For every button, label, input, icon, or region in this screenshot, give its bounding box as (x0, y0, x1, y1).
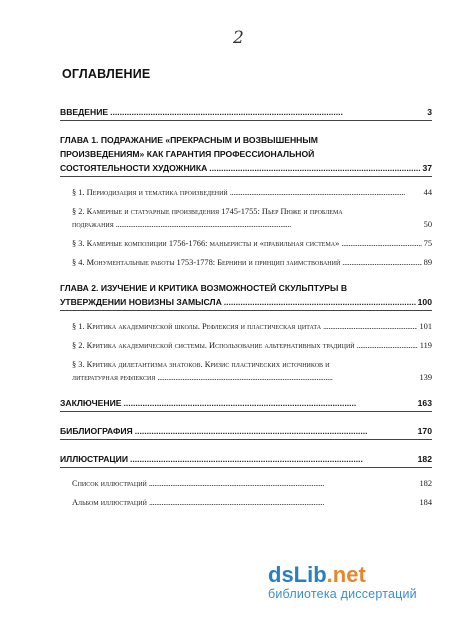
toc-entry-text-line: ГЛАВА 2. ИЗУЧЕНИЕ И КРИТИКА ВОЗМОЖНОСТЕЙ СКУЛЬПТУРЫ В (60, 283, 348, 293)
toc-spacer (60, 440, 432, 452)
toc-section-entry[interactable] (60, 496, 432, 509)
dslib-logo: dsLib.net (268, 562, 366, 587)
toc-section-entry[interactable] (60, 477, 432, 490)
toc-leader-dots (209, 161, 420, 175)
toc-entry-text-line: § 3. Камерные композиции 1756-1766: маньеристы и «правильная система» (72, 239, 340, 248)
chapter-underline (60, 120, 432, 121)
toc-leader-dots (224, 295, 416, 309)
toc-entry-last-line (72, 477, 432, 490)
toc-entry-last-line (72, 320, 432, 333)
toc-entry-text-line: § 1. Периодизация и тематика произведений (72, 188, 228, 197)
toc-spacer (60, 269, 432, 281)
table-of-contents (60, 105, 432, 509)
toc-section-entry[interactable] (60, 339, 432, 352)
toc-leader-dots (124, 396, 416, 410)
toc-entry-last-line (60, 452, 432, 466)
toc-leader-dots (323, 320, 417, 333)
toc-spacer (60, 177, 432, 186)
toc-page-number: 50 (423, 220, 432, 229)
toc-leader-dots (230, 186, 422, 199)
toc-page-number: 75 (423, 239, 432, 248)
chapter-underline (60, 439, 432, 440)
handwritten-page-number: 2 (233, 28, 244, 48)
toc-page-number: 119 (419, 341, 432, 350)
toc-entry-last-line (60, 396, 432, 410)
toc-entry-last-line (72, 256, 432, 269)
toc-page-number: 37 (422, 163, 432, 173)
toc-page-number: 170 (417, 426, 432, 436)
toc-section-entry[interactable] (60, 256, 432, 269)
toc-entry-last-line (60, 105, 432, 119)
toc-chapter-entry[interactable] (60, 452, 432, 468)
toc-spacer (60, 311, 432, 320)
chapter-underline (60, 467, 432, 468)
toc-leader-dots (130, 452, 416, 466)
toc-entry-last-line (72, 186, 432, 199)
toc-spacer (60, 468, 432, 477)
toc-leader-dots (149, 496, 418, 509)
toc-leader-dots (157, 371, 417, 384)
toc-entry-last-line (72, 339, 432, 352)
toc-entry-text-line: ПРОИЗВЕДЕНИЯМ» КАК ГАРАНТИЯ ПРОФЕССИОНАЛЬНОЙ (60, 149, 315, 159)
toc-section-entry[interactable] (60, 205, 432, 231)
toc-entry-text-line: § 2. Критика академической системы. Использование альтернативных традиций (72, 341, 355, 350)
toc-title: ОГЛАВЛЕНИЕ (62, 67, 151, 81)
toc-entry-text-line: подражания (72, 220, 114, 229)
toc-entry-last-line (60, 295, 432, 309)
toc-page-number: 100 (417, 297, 432, 307)
toc-page-number: 184 (419, 498, 432, 507)
toc-spacer (60, 121, 432, 133)
toc-chapter-entry[interactable] (60, 396, 432, 412)
toc-entry-last-line (72, 218, 432, 231)
toc-entry-last-line (72, 237, 432, 250)
toc-page-number: 3 (427, 107, 432, 117)
toc-entry-text-line: БИБЛИОГРАФИЯ (60, 426, 133, 436)
toc-section-entry[interactable] (60, 186, 432, 199)
toc-leader-dots (342, 256, 421, 269)
toc-entry-text-line: СОСТОЯТЕЛЬНОСТИ ХУДОЖНИКА (60, 163, 208, 173)
toc-section-entry[interactable] (60, 237, 432, 250)
toc-entry-text-line: литературная рефлексия (72, 373, 156, 382)
toc-section-entry[interactable] (60, 358, 432, 384)
chapter-underline (60, 176, 432, 177)
toc-entry-text-line: ГЛАВА 1. ПОДРАЖАНИЕ «ПРЕКРАСНЫМ И ВОЗВЫШЕННЫМ (60, 135, 318, 145)
toc-section-entry[interactable] (60, 320, 432, 333)
chapter-underline (60, 411, 432, 412)
toc-entry-last-line (72, 496, 432, 509)
toc-leader-dots (149, 477, 418, 490)
toc-page-number: 101 (419, 322, 432, 331)
toc-entry-text-line: Альбом иллюстраций (72, 498, 147, 507)
toc-entry-text-line: ЗАКЛЮЧЕНИЕ (60, 398, 122, 408)
toc-page-number: 182 (417, 454, 432, 464)
toc-leader-dots (110, 105, 425, 119)
toc-leader-dots (357, 339, 418, 352)
toc-entry-text-line: Список иллюстраций (72, 479, 147, 488)
toc-spacer (60, 412, 432, 424)
toc-chapter-entry[interactable] (60, 105, 432, 121)
toc-entry-text-line: § 4. Монументальные работы 1753-1778: Бернини и принцип заимствований (72, 258, 341, 267)
toc-entry-text-line: УТВЕРЖДЕНИИ НОВИЗНЫ ЗАМЫСЛА (60, 297, 222, 307)
chapter-underline (60, 310, 432, 311)
toc-page-number: 182 (419, 479, 432, 488)
toc-leader-dots (135, 424, 416, 438)
toc-entry-text-line: ВВЕДЕНИЕ (60, 107, 109, 117)
toc-entry-last-line (60, 424, 432, 438)
toc-entry-last-line (60, 161, 432, 175)
toc-chapter-entry[interactable] (60, 133, 432, 177)
toc-entry-text-line: § 1. Критика академической школы. Рефлексия и пластическая цитата (72, 322, 322, 331)
toc-leader-dots (341, 237, 421, 250)
toc-entry-text-line: § 2. Камерные и статуарные произведения 1745-1755: Пьер Пюже и проблема (72, 207, 343, 216)
toc-chapter-entry[interactable] (60, 281, 432, 311)
toc-page-number: 163 (417, 398, 432, 408)
toc-entry-text-line: ИЛЛЮСТРАЦИИ (60, 454, 129, 464)
toc-page-number: 44 (423, 188, 432, 197)
dslib-watermark[interactable] (268, 563, 440, 601)
toc-page-number: 89 (423, 258, 432, 267)
toc-chapter-entry[interactable] (60, 424, 432, 440)
toc-leader-dots (116, 218, 422, 231)
dslib-tagline: библиотека диссертаций (268, 587, 417, 601)
toc-spacer (60, 384, 432, 396)
toc-entry-text-line: § 3. Критика дилетантизма знатоков. Кризис пластических источников и (72, 360, 330, 369)
toc-page-number: 139 (419, 373, 432, 382)
toc-entry-last-line (72, 371, 432, 384)
